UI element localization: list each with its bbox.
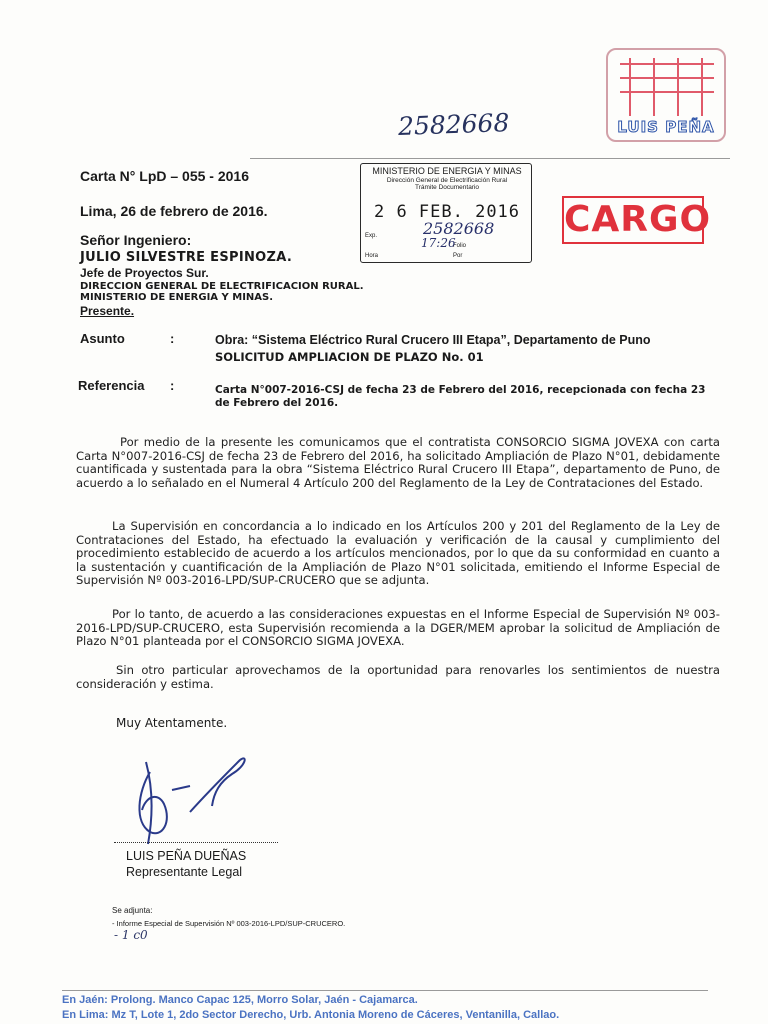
signer-title: Representante Legal bbox=[126, 865, 243, 879]
body-paragraph: Sin otro particular aprovechamos de la oportunidad para renovarles los sentimientos de nuestra consideración y estima. bbox=[76, 663, 720, 691]
referencia-colon: : bbox=[170, 378, 175, 393]
asunto-obra: Obra: “Sistema Eléctrico Rural Crucero III Etapa”, Departamento de Puno bbox=[215, 333, 651, 347]
closing-phrase: Muy Atentamente. bbox=[116, 716, 228, 730]
referencia-label: Referencia bbox=[78, 378, 145, 393]
stamp-folio-label: Folio bbox=[453, 243, 467, 249]
letter-date: Lima, 26 de febrero de 2016. bbox=[80, 203, 268, 219]
company-logo bbox=[606, 48, 726, 142]
body-paragraph: Por medio de la presente les comunicamos que el contratista CONSORCIO SIGMA JOVEXA con carta Carta N°007-2016-CSJ de fecha 23 de Febrero del 2016, ha solicitado Ampliación de Plazo N°01, debidamente cuantificada y sustentada para la obra “Sistema Eléctrico Rural Crucero III Etapa”, departamento de Puno, de acuerdo a lo señalado en el Numeral 4 Artículo 200 del Reglamento de la Ley de Contrataciones del Estado. bbox=[76, 435, 720, 490]
handwritten-registry-number: 2582668 bbox=[397, 108, 510, 141]
stamp-ministry: MINISTERIO DE ENERGIA Y MINAS bbox=[372, 166, 522, 176]
logo-mark-icon bbox=[616, 56, 718, 120]
stamp-hora-label: Hora bbox=[365, 253, 379, 259]
stamp-office: Trámite Documentario bbox=[414, 184, 480, 191]
signature-line bbox=[114, 842, 278, 843]
body-paragraph: La Supervisión en concordancia a lo indicado en los Artículos 200 y 201 del Reglamento de la Ley de Contrataciones del Estado, ha efectuado la evaluación y verificación de la causal y cumplimiento del procedimiento establecido de acuerdo a los artículos mencionados, por lo que da su conformidad en cuanto a la sustentación y cuantificación de la Ampliación de Plazo N°01 solicitada, emitiendo el Informe Especial de Supervisión Nº 003-2016-LPD/SUP-CRUCERO que se adjunta. bbox=[76, 519, 720, 588]
logo-text: LUIS PEÑA bbox=[617, 118, 715, 136]
stamp-direction: Dirección General de Electrificación Rural bbox=[386, 177, 508, 184]
stamp-por-label: Por bbox=[453, 253, 463, 259]
attachment-handwritten-note: - 1 c0 bbox=[114, 928, 148, 942]
asunto-colon: : bbox=[170, 331, 175, 346]
header-divider bbox=[250, 158, 730, 159]
footer-address-jaen: En Jaén: Prolong. Manco Capac 125, Morro Solar, Jaén - Cajamarca. bbox=[62, 994, 418, 1006]
presente-label: Presente. bbox=[80, 304, 135, 318]
salutation: Señor Ingeniero: bbox=[80, 232, 192, 248]
footer-address-lima: En Lima: Mz T, Lote 1, 2do Sector Derecho, Urb. Antonia Moreno de Cáceres, Ventanilla, Callao. bbox=[62, 1009, 560, 1021]
recipient-ministry: MINISTERIO DE ENERGIA Y MINAS. bbox=[80, 292, 274, 303]
stamp-handwritten-exp: 2582668 bbox=[423, 219, 495, 238]
attachment-item: - Informe Especial de Supervisión Nº 003-2016-LPD/SUP-CRUCERO. bbox=[112, 919, 346, 928]
attachment-label: Se adjunta: bbox=[112, 906, 153, 915]
signature-icon bbox=[128, 752, 258, 848]
recipient-department: DIRECCION GENERAL DE ELECTRIFICACION RURAL. bbox=[80, 281, 364, 292]
reception-stamp bbox=[360, 163, 532, 263]
letter-number: Carta N° LpD – 055 - 2016 bbox=[80, 168, 250, 184]
stamp-exp-label: Exp. bbox=[365, 233, 378, 239]
signer-name: LUIS PEÑA DUEÑAS bbox=[126, 849, 247, 863]
recipient-name: JULIO SILVESTRE ESPINOZA. bbox=[80, 250, 293, 265]
footer-divider bbox=[62, 990, 708, 991]
asunto-solicitud: SOLICITUD AMPLIACION DE PLAZO No. 01 bbox=[215, 350, 484, 364]
referencia-text: Carta N°007-2016-CSJ de fecha 23 de Febrero del 2016, recepcionada con fecha 23 de Febrero del 2016. bbox=[215, 384, 706, 409]
body-paragraph: Por lo tanto, de acuerdo a las consideraciones expuestas en el Informe Especial de Supervisión Nº 003-2016-LPD/SUP-CRUCERO, esta Supervisión recomienda a la DGER/MEM aprobar la solicitud de Ampliación de Plazo N°01 planteada por el CONSORCIO SIGMA JOVEXA. bbox=[76, 607, 720, 649]
asunto-label: Asunto bbox=[80, 331, 125, 346]
cargo-stamp: CARGO bbox=[562, 196, 704, 244]
stamp-handwritten-hour: 17:26 bbox=[421, 236, 456, 250]
stamp-date: 2 6 FEB. 2016 bbox=[373, 202, 521, 222]
recipient-title: Jefe de Proyectos Sur. bbox=[80, 266, 209, 280]
